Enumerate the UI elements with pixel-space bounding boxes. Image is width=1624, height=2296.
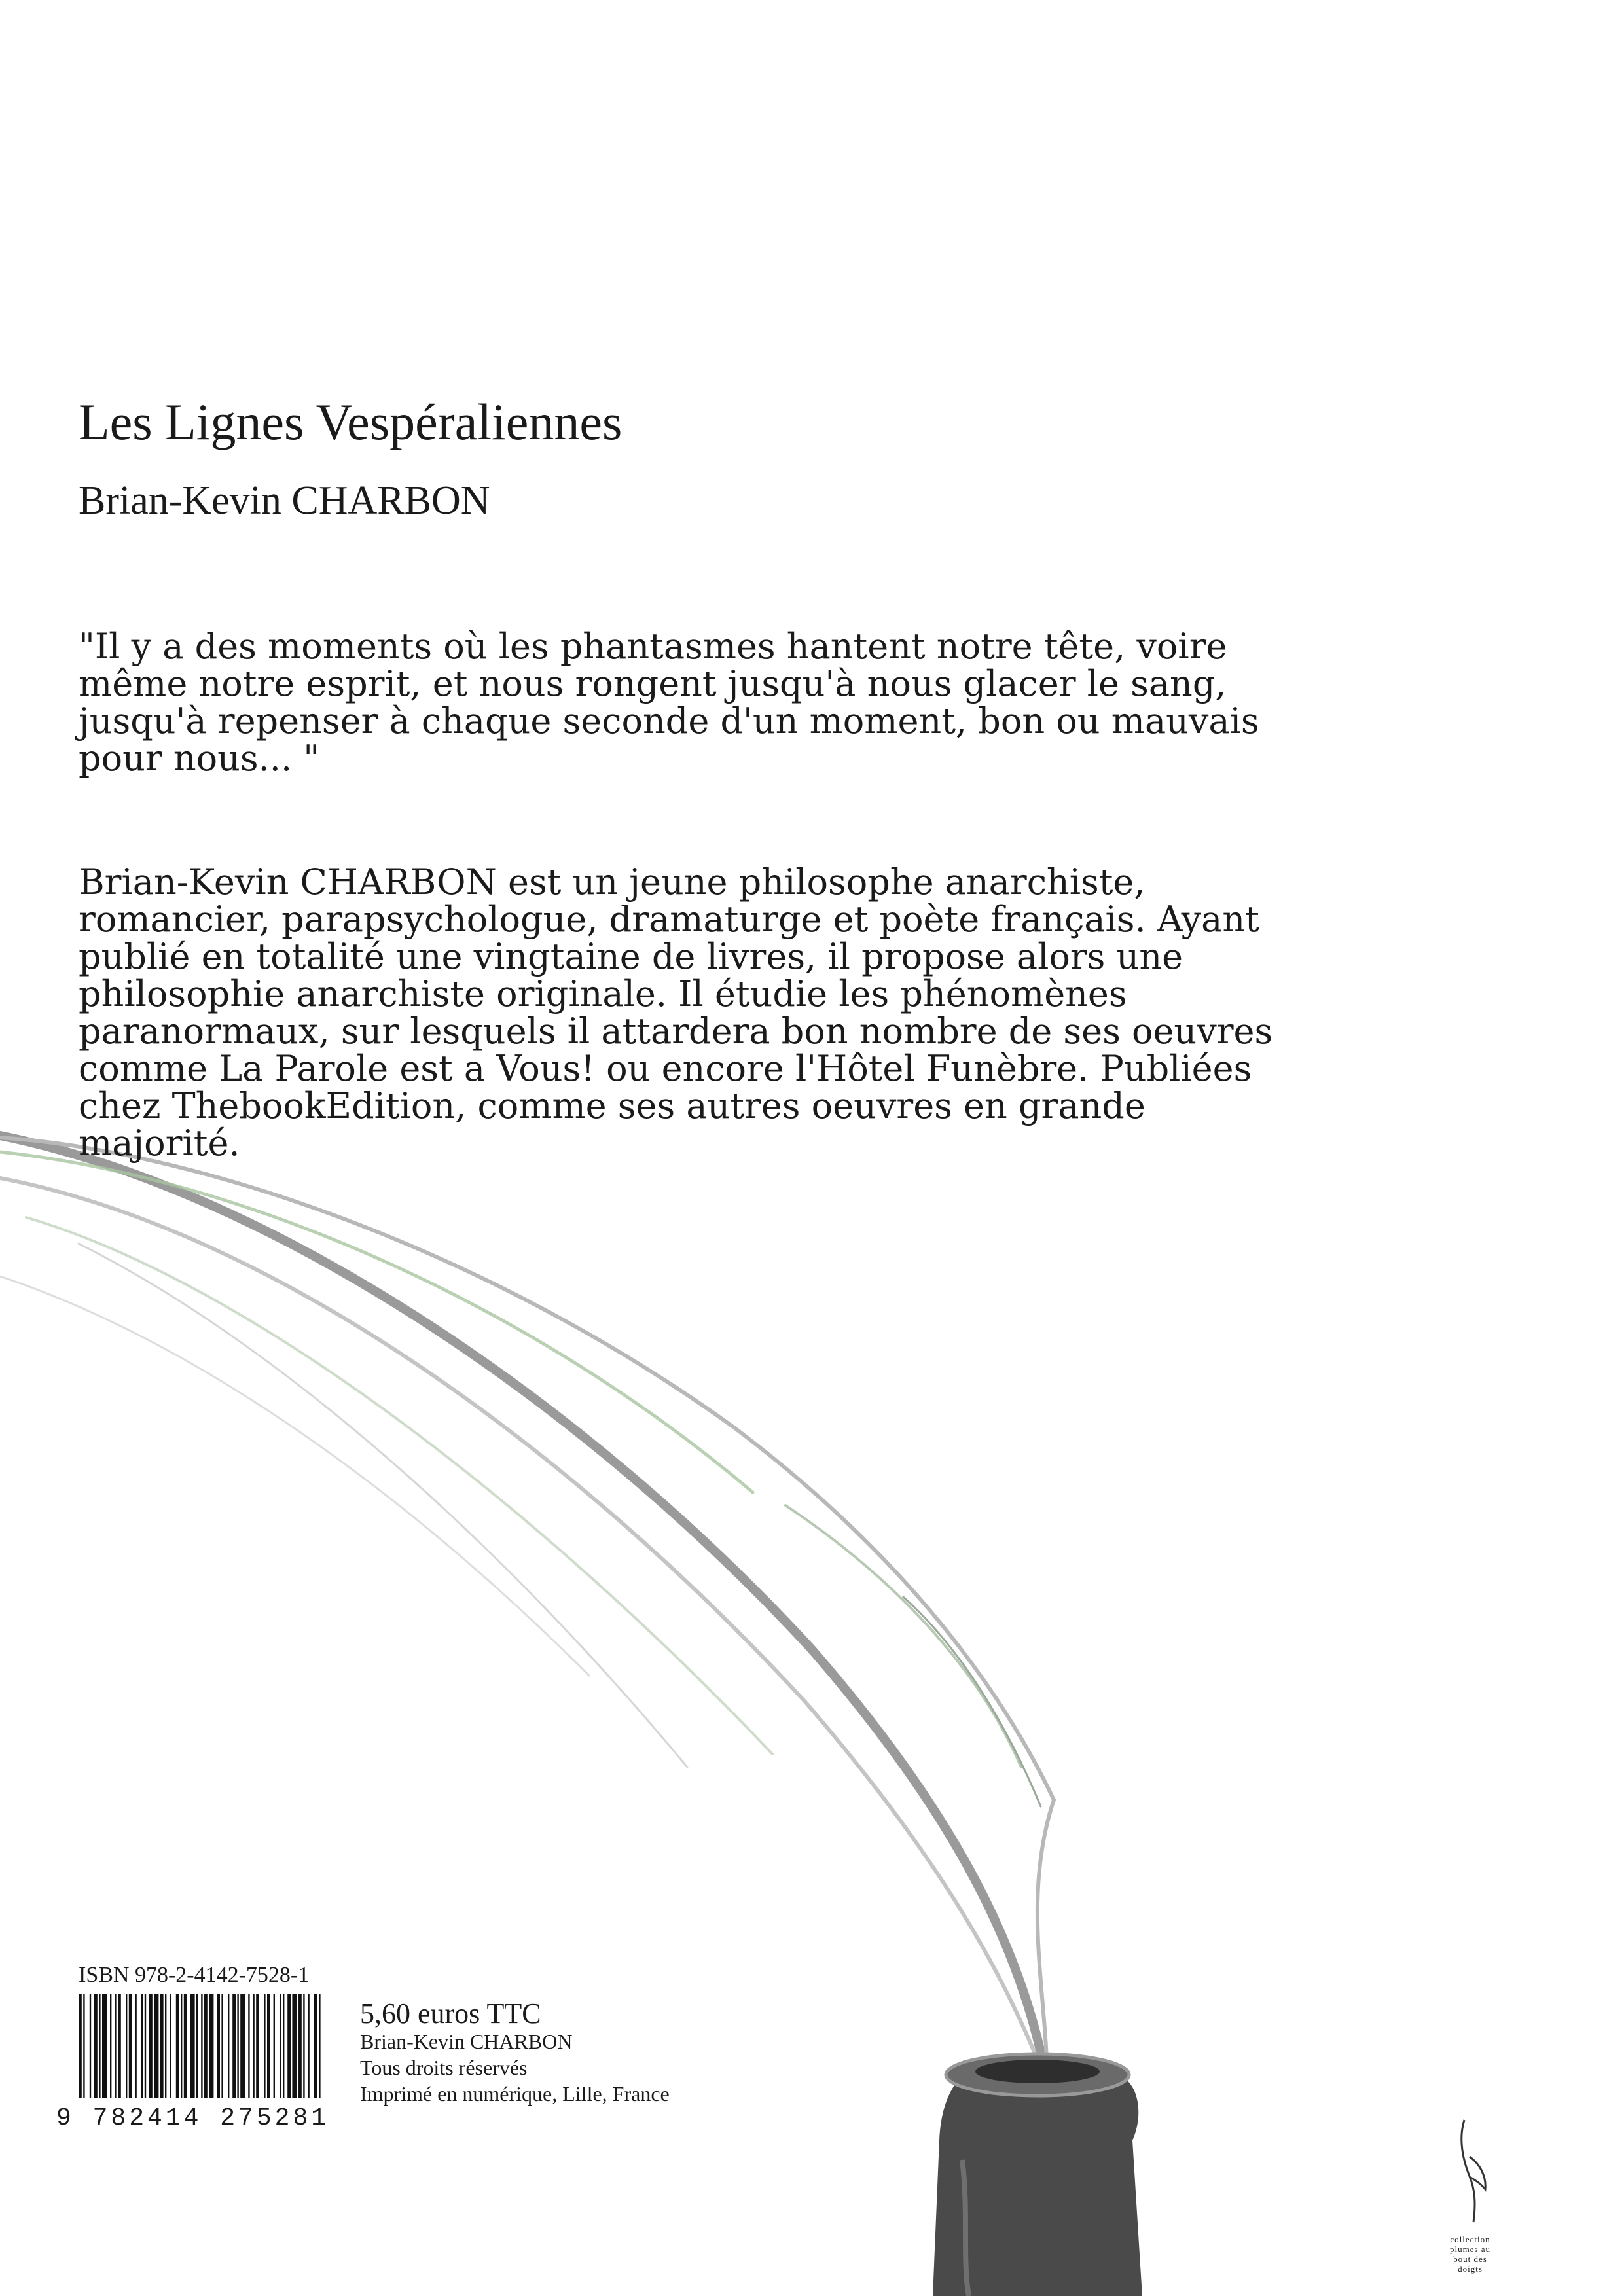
barcode: [77, 1994, 326, 2098]
barcode-bar: [221, 1994, 223, 2098]
barcode-bar: [201, 1994, 202, 2098]
author-name: Brian-Kevin CHARBON: [79, 478, 490, 523]
barcode-bar: [115, 1994, 116, 2098]
print-location: Imprimé en numérique, Lille, France: [360, 2082, 670, 2106]
barcode-bar: [79, 1994, 82, 2098]
barcode-bar: [99, 1994, 100, 2098]
publisher-author: Brian-Kevin CHARBON: [360, 2030, 573, 2053]
barcode-bar: [283, 1994, 284, 2098]
barcode-bar: [141, 1994, 143, 2098]
barcode-bar: [126, 1994, 127, 2098]
collection-logo-text: [1437, 2234, 1503, 2274]
barcode-bar: [184, 1994, 187, 2098]
barcode-bar: [292, 1994, 297, 2098]
barcode-bar: [303, 1994, 304, 2098]
barcode-bar: [314, 1994, 317, 2098]
barcode-bar: [217, 1994, 220, 2098]
barcode-bar: [228, 1994, 229, 2098]
barcode-bar: [274, 1994, 275, 2098]
collection-line: doigts: [1458, 2264, 1483, 2274]
barcode-bar: [149, 1994, 153, 2098]
barcode-bar: [83, 1994, 84, 2098]
barcode-bar: [232, 1994, 236, 2098]
barcode-bar: [319, 1994, 320, 2098]
barcode-bar: [110, 1994, 111, 2098]
quote-paragraph: "Il y a des moments où les phantasmes hantent notre tête, voire même notre esprit, et nous rongent jusqu'à nous glacer le sang, jusqu'à repenser à chaque seconde d'un moment, bon ou mauvais pour nous... ": [79, 626, 1259, 779]
barcode-bar: [129, 1994, 132, 2098]
book-title: Les Lignes Vespéraliennes: [79, 393, 623, 450]
barcode-bar: [280, 1994, 281, 2098]
barcode-bar: [248, 1994, 249, 2098]
barcode-bar: [267, 1994, 270, 2098]
barcode-bar: [256, 1994, 259, 2098]
rights-notice: Tous droits réservés: [360, 2056, 528, 2079]
author-bio: Brian-Kevin CHARBON est un jeune philosophe anarchiste, romancier, parapsychologue, dramaturge et poète français. Ayant publié en totalité une vingtaine de livres, il propose alors une philosophie anarchiste originale. Il étudie les phénomènes paranormaux, sur lesquels il attardera bon nombre de ses oeuvres comme La Parole est a Vous! ou encore l'Hôtel Funèbre. Publiées chez ThebookEdition, comme ses autres oeuvres en grande majorité.: [79, 861, 1273, 1164]
barcode-bar: [165, 1994, 166, 2098]
barcode-bar: [94, 1994, 98, 2098]
barcode-bar: [118, 1994, 121, 2098]
barcode-bar: [240, 1994, 245, 2098]
barcode-bar: [209, 1994, 213, 2098]
barcode-digits: 9 782414 275281: [56, 2104, 330, 2132]
collection-line: bout des: [1453, 2254, 1487, 2264]
barcode-bar: [160, 1994, 164, 2098]
barcode-bar: [287, 1994, 291, 2098]
barcode-bar: [145, 1994, 146, 2098]
barcode-bar: [298, 1994, 302, 2098]
barcode-bar: [196, 1994, 198, 2098]
barcode-bar: [170, 1994, 171, 2098]
isbn-label: ISBN 978-2-4142-7528-1: [79, 1963, 310, 1987]
barcode-bar: [264, 1994, 265, 2098]
barcode-bar: [135, 1994, 136, 2098]
barcode-bar: [253, 1994, 254, 2098]
barcode-bar: [190, 1994, 194, 2098]
barcode-bar: [181, 1994, 182, 2098]
barcode-bar: [237, 1994, 238, 2098]
collection-line: collection: [1450, 2234, 1490, 2244]
collection-line: plumes au: [1449, 2244, 1491, 2254]
barcode-bar: [176, 1994, 179, 2098]
barcode-bar: [154, 1994, 158, 2098]
price: 5,60 euros TTC: [360, 1998, 541, 2030]
quill-icon: [1456, 2117, 1490, 2229]
barcode-bar: [308, 1994, 309, 2098]
barcode-bar: [90, 1994, 91, 2098]
barcode-bar: [204, 1994, 208, 2098]
barcode-bar: [102, 1994, 107, 2098]
